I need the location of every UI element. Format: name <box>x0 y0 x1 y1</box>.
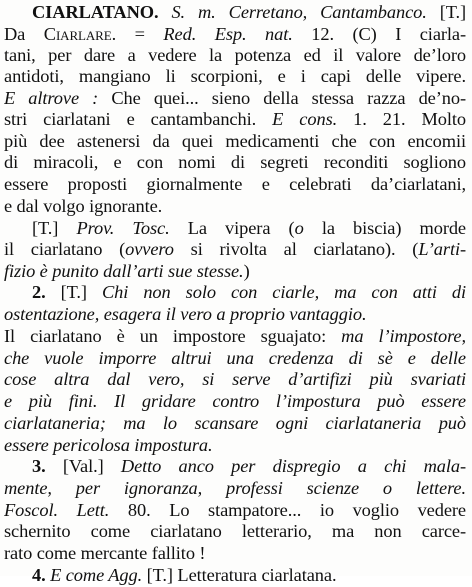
text-run: si rivolta al ciarlatano). ( <box>173 239 419 259</box>
text-line <box>4 541 466 565</box>
text-run: Il ciarlatano è un impostore sguajato: <box>4 326 342 346</box>
text-line <box>4 389 466 413</box>
text-run: antidoti, mangiano li scorpioni, e i capi delle vipere. <box>4 66 466 86</box>
text-run: L’arti- <box>418 239 466 259</box>
text-run: di miracoli, e con nomi di segreti reconditi sogliono <box>4 152 466 172</box>
text-run: o <box>294 218 304 238</box>
text-run: Chi non solo con ciarle, ma con atti di <box>102 282 466 302</box>
text-run: ) <box>243 261 250 281</box>
text-line <box>4 476 466 500</box>
text-run: ma l’impostore, <box>341 326 466 346</box>
text-run: 12. (C) I ciarla- <box>292 24 466 44</box>
text-line <box>4 64 466 88</box>
text-run: 4. <box>32 565 46 585</box>
text-run: [T.] <box>32 218 77 238</box>
text-run: [Val.] <box>45 456 121 476</box>
text-run: Detto anco per dispregio a chi mala- <box>120 456 466 476</box>
text-run: Che quei... sieno della stessa razza de’no- <box>98 88 466 108</box>
text-line <box>4 237 466 261</box>
text-run: E altrove : <box>4 88 99 108</box>
text-run: più dee astenersi da quei medicamenti che con encomii <box>4 131 466 151</box>
text-run: 1. 21. Molto <box>337 109 466 129</box>
text-run <box>158 2 171 22</box>
text-line <box>32 280 466 304</box>
text-run: 2. <box>32 282 46 302</box>
text-run: [T.] <box>426 2 466 22</box>
text-run: Red. Esp. nat. <box>163 24 293 44</box>
text-run: 80. Lo stampatore... io voglio vedere <box>109 500 466 520</box>
text-line <box>4 519 466 543</box>
text-run: cose altra dal vero, si serve d’artifizi più svariati <box>4 369 466 389</box>
text-line <box>32 0 466 24</box>
text-run: che vuole imporre altrui una credenza di sè e delle <box>4 348 466 368</box>
text-run: schernito come ciarlatano letterario, ma non carce- <box>4 521 466 541</box>
text-run: [T.] Letteratura ciarlatana. <box>142 565 337 585</box>
text-run: E come Agg. <box>50 565 143 585</box>
text-run: Foscol. Lett. <box>4 500 110 520</box>
text-run: rato come mercante fallito ! <box>4 543 206 563</box>
text-run: E cons. <box>272 109 338 129</box>
text-run: e più fini. Il gridare contro l’impostura può essere <box>4 391 466 411</box>
text-run: Prov. Tosc. <box>76 218 170 238</box>
text-line <box>4 107 466 131</box>
text-line <box>4 411 466 435</box>
text-run: ciarlataneria; ma lo scansare ogni ciarlataneria può <box>4 413 466 433</box>
text-run: essere pericolosa impostura. <box>4 435 213 455</box>
text-run: Da <box>4 24 44 44</box>
text-run: [T.] <box>45 282 103 302</box>
text-run: 3. <box>32 456 46 476</box>
text-line <box>32 563 466 587</box>
text-run: mente, per ignoranza, professi scienze o lettere. <box>4 478 466 498</box>
text-run: essere proposti giornalmente e celebrati da’ciarlatani, <box>4 174 466 194</box>
headword: CIARLATANO. <box>32 2 159 22</box>
text-run: ostentazione, esagera il vero a proprio vantaggio. <box>4 304 367 324</box>
text-run: tani, per dare a vedere la potenza ed il valore de’loro <box>4 45 466 65</box>
text-run: e dal volgo ignorante. <box>4 196 163 216</box>
text-line <box>4 172 466 196</box>
text-run: fizio è punito dall’arti sue stesse. <box>4 261 244 281</box>
text-line <box>4 150 466 174</box>
text-run: S. m. Cerretano, Cantambanco. <box>171 2 427 22</box>
text-line <box>4 324 466 348</box>
text-run: La vipera ( <box>169 218 295 238</box>
text-run: stri ciarlatani e cantambanchi. <box>4 109 273 129</box>
text-line <box>32 454 466 478</box>
text-run: ovvero <box>125 239 174 259</box>
text-line <box>4 302 466 326</box>
text-run: la biscia) morde <box>303 218 466 238</box>
text-line <box>4 194 466 218</box>
text-run: . = <box>111 24 164 44</box>
text-run: Ciarlare <box>43 24 112 44</box>
text-line <box>4 367 466 391</box>
text-run: il ciarlatano ( <box>4 239 126 259</box>
